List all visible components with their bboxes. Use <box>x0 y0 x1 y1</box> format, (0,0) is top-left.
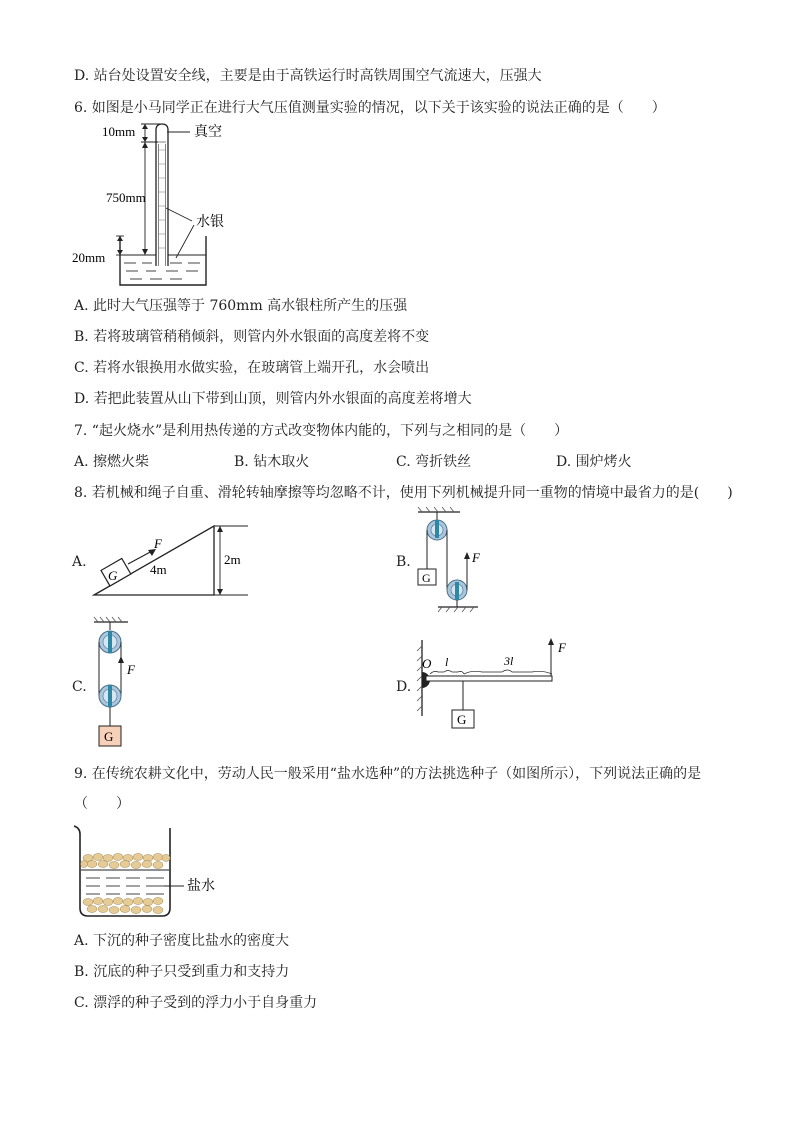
fig-c-force: F <box>127 662 135 677</box>
fig-d-short-arm: l <box>445 655 449 669</box>
q8-label-b: B. <box>396 554 411 570</box>
q9-stem: 9. 在传统农耕文化中，劳动人民一般采用“盐水选种”的方法挑选种子（如图所示），下列说法正确的是 <box>74 766 702 782</box>
label-750mm: 750mm <box>106 190 146 205</box>
q7-option-c: C. 弯折铁丝 <box>396 454 472 470</box>
fig-b-force: F <box>472 550 480 565</box>
q6-option-b: B. 若将玻璃管稍稍倾斜，则管内外水银面的高度差将不变 <box>74 329 430 345</box>
fig-d-pivot: O <box>422 656 432 671</box>
q5-option-d: D. 站台处设置安全线，主要是由于高铁运行时高铁周围空气流速大，压强大 <box>74 68 542 84</box>
q8-stem: 8. 若机械和绳子自重、滑轮转轴摩擦等均忽略不计，使用下列机械提升同一重物的情境中最省力的是( ) <box>74 485 733 501</box>
fig-a-weight: G <box>108 568 118 583</box>
q8-figure-d-lever <box>412 634 582 732</box>
q8-figure-b-pulley <box>412 506 502 616</box>
q9-option-b: B. 沉底的种子只受到重力和支持力 <box>74 964 290 980</box>
fig-b-weight: G <box>422 571 431 585</box>
q7-stem: 7. “起火烧水”是利用热传递的方式改变物体内能的，下列与之相同的是（ ） <box>74 423 569 439</box>
label-vacuum: 真空 <box>194 125 222 140</box>
q6-option-c: C. 若将水银换用水做实验，在玻璃管上端开孔，水会喷出 <box>74 360 430 376</box>
q6-barometer-figure <box>66 118 246 290</box>
q8-label-c: C. <box>72 679 87 695</box>
q7-option-b: B. 钻木取火 <box>234 454 310 470</box>
q9-option-c: C. 漂浮的种子受到的浮力小于自身重力 <box>74 995 318 1011</box>
q7-option-d: D. 围炉烤火 <box>556 454 632 470</box>
fig-a-height: 2m <box>224 552 241 567</box>
label-10mm: 10mm <box>102 124 136 139</box>
fig-d-long-arm: 3l <box>504 654 514 668</box>
q8-label-d: D. <box>396 679 412 695</box>
q8-figure-a-incline <box>90 520 260 600</box>
q8-label-a: A. <box>72 554 87 570</box>
q6-stem: 6. 如图是小马同学正在进行大气压值测量实验的情况，以下关于该实验的说法正确的是（ ） <box>74 100 666 116</box>
fig-d-weight: G <box>457 712 467 727</box>
q7-option-a: A. 擦燃火柴 <box>74 454 150 470</box>
q8-figure-c-pulley <box>90 616 160 750</box>
fig-d-force: F <box>558 640 566 655</box>
q6-option-d: D. 若把此装置从山下带到山顶，则管内外水银面的高度差将增大 <box>74 391 472 407</box>
fig-a-length: 4m <box>150 562 167 577</box>
fig-c-weight: G <box>104 729 114 744</box>
q6-option-a: A. 此时大气压强等于 760mm 高水银柱所产生的压强 <box>74 298 408 314</box>
fig-a-force: F <box>154 536 162 551</box>
q9-beaker-figure <box>70 822 230 922</box>
q9-option-a: A. 下沉的种子密度比盐水的密度大 <box>74 933 290 949</box>
label-20mm: 20mm <box>72 250 106 265</box>
label-brine: 盐水 <box>187 879 215 894</box>
q9-stem-cont: （ ） <box>74 796 130 812</box>
label-mercury: 水银 <box>196 215 224 230</box>
